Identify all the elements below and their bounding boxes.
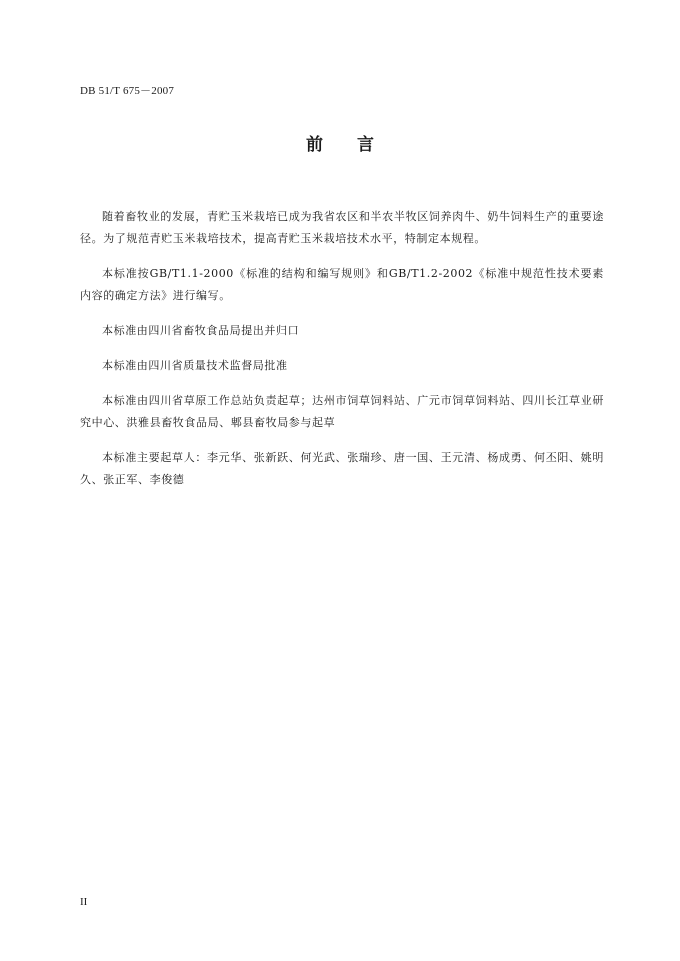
- page-title: 前 言: [306, 135, 388, 155]
- paragraph-drafting-rules: 本标准按GB/T1.1-2000《标准的结构和编写规则》和GB/T1.2-2002《标准中规范性技术要素内容的确定方法》进行编写。: [80, 267, 604, 302]
- paragraph-approver: 本标准由四川省质量技术监督局批准: [102, 359, 288, 372]
- paragraph-proposer: 本标准由四川省畜牧食品局提出并归口: [102, 324, 300, 337]
- document-code: DB 51/T 675－2007: [80, 85, 175, 97]
- paragraph-drafters: 本标准主要起草人：李元华、张新跃、何光武、张瑞珍、唐一国、王元清、杨成勇、何丕阳、姚明久、张正军、李俊德: [80, 451, 604, 486]
- paragraph-background: 随着畜牧业的发展，青贮玉米栽培已成为我省农区和半农半牧区饲养肉牛、奶牛饲料生产的重要途径。为了规范青贮玉米栽培技术，提高青贮玉米栽培技术水平，特制定本规程。: [80, 210, 604, 245]
- foreword-body: [80, 206, 604, 504]
- page-number: II: [80, 896, 88, 908]
- paragraph-drafting-units: 本标准由四川省草原工作总站负责起草；达州市饲草饲料站、广元市饲草饲料站、四川长江草业研究中心、洪雅县畜牧食品局、郫县畜牧局参与起草: [80, 394, 604, 429]
